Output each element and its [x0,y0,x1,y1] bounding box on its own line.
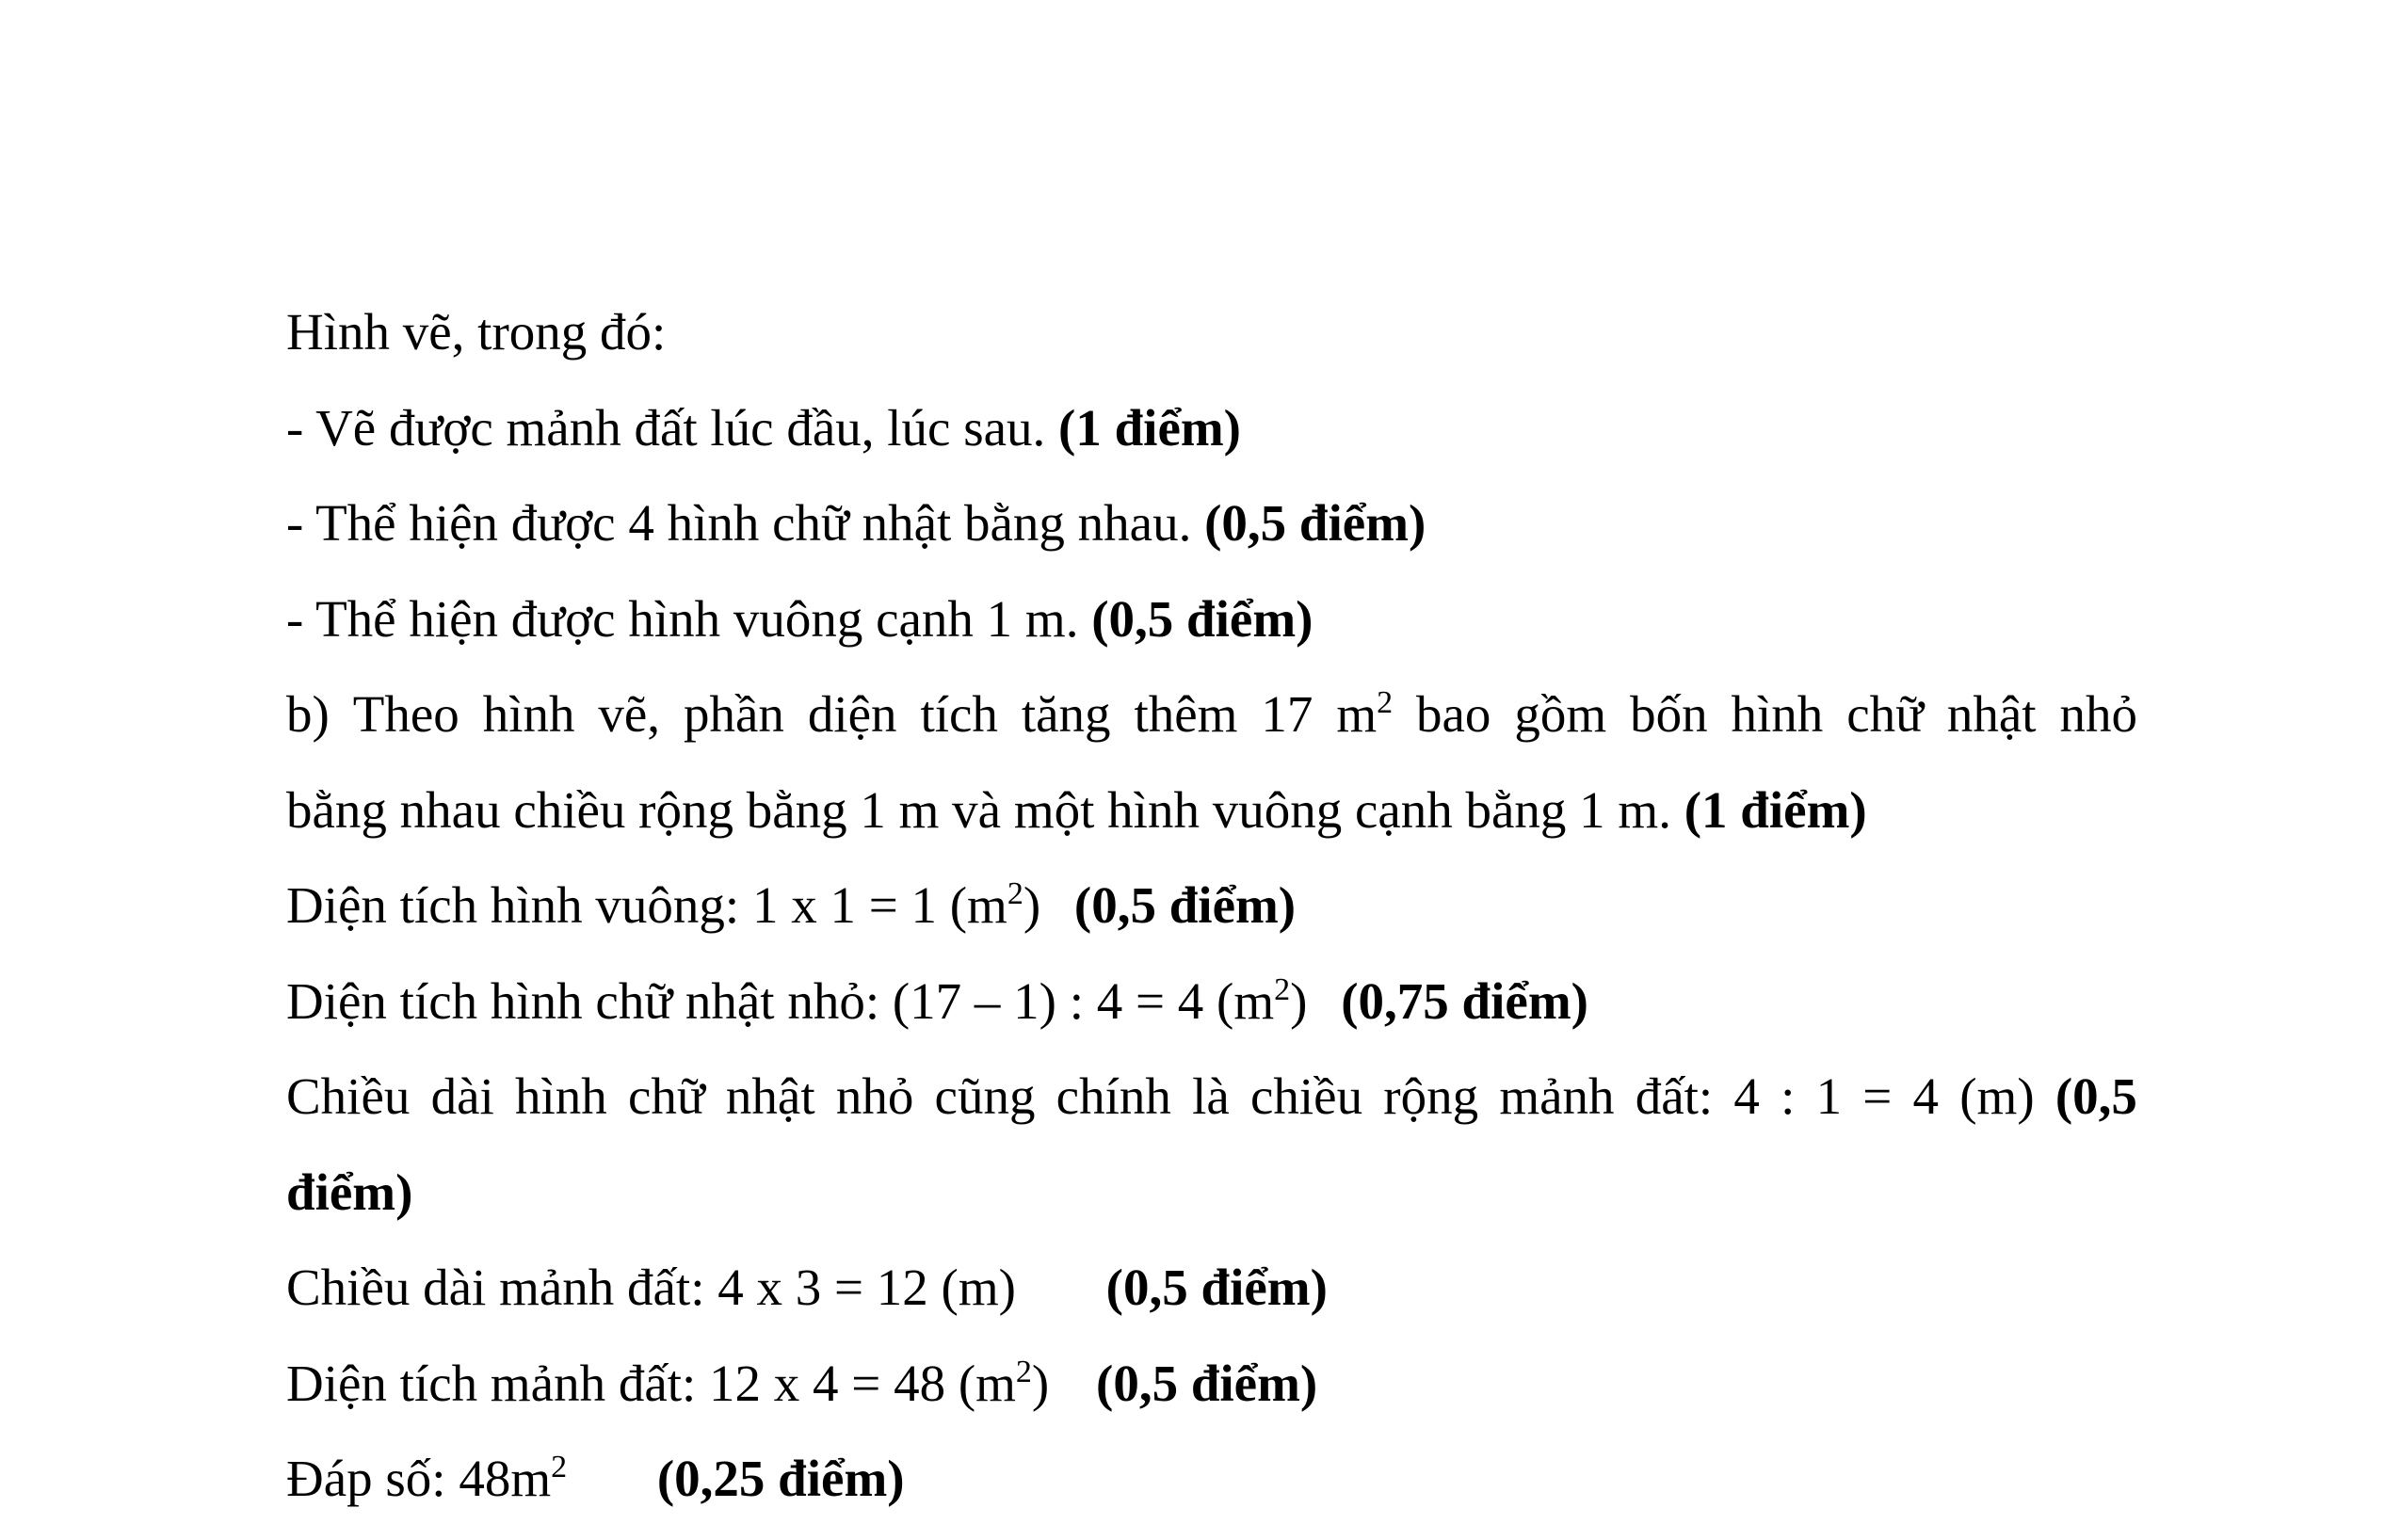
length-word: cũng [934,1067,1036,1125]
length-word: 4 [1733,1067,1760,1125]
b-word: hình [482,685,575,743]
line-final-answer [286,1431,2137,1527]
b-word: bao [1416,685,1491,743]
b-word: Theo [352,685,459,743]
line-b-explanation [286,666,2137,762]
length-word: : [1781,1067,1796,1125]
length-word: = [1862,1067,1893,1125]
land-length-score: (0,5 điểm) [1105,1259,1328,1316]
draw-land-text: - Vẽ được mảnh đất lúc đầu, lúc sau. [286,398,1046,457]
land-area-score: (0,5 điểm) [1096,1354,1318,1412]
line-draw-land [286,380,2137,476]
line-small-rect-length-score-cont [286,1145,2137,1241]
b-continued-text: bằng nhau chiều rộng bằng 1 m và một hình vuông cạnh bằng 1 m. [286,780,1671,839]
b-word: gồm [1514,685,1607,743]
length-word: nhỏ [835,1067,914,1125]
length-word: 4 [1912,1067,1940,1125]
b-word: thêm [1134,685,1238,743]
b-word: tích [920,685,998,743]
square-area-text: Diện tích hình vuông: 1 x 1 = 1 (m [286,876,1007,934]
line-square-area [286,858,2137,954]
b-word: b) [286,685,330,743]
length-word: mảnh [1499,1067,1615,1125]
length-word: Chiều [286,1067,411,1125]
line-small-rect-length [286,1049,2137,1145]
line-small-rect-area [286,954,2137,1050]
length-word: chính [1055,1067,1171,1125]
land-area-text: Diện tích mảnh đất: 12 x 4 = 48 (m [286,1354,1016,1412]
line-square [286,571,2137,667]
b-word: nhật [1946,685,2037,743]
square-area-close: ) [1023,876,1041,934]
small-rect-area-score: (0,75 điểm) [1341,971,1588,1030]
length-word: là [1192,1067,1230,1125]
length-word: chữ [627,1067,705,1125]
intro-text: Hình vẽ, trong đó: [286,303,667,361]
b-word: nhỏ [2059,685,2137,743]
length-word: dài [430,1067,494,1125]
line-intro [286,284,2137,380]
b-word: bốn [1630,685,1708,743]
land-area-sup: 2 [1015,1354,1032,1389]
small-rect-area-sup: 2 [1274,971,1291,1007]
square-area-sup: 2 [1007,876,1023,911]
small-rect-length-score-cont: điểm) [286,1163,413,1221]
land-area-close: ) [1031,1354,1050,1412]
b-unit-sup: 2 [1377,685,1394,720]
b-word: 17 [1261,685,1313,743]
b-word: vẽ, [598,685,661,743]
length-word: rộng [1383,1067,1479,1125]
length-word: 1 [1815,1067,1843,1125]
square-text: - Thể hiện được hình vuông cạnh 1 m. [286,589,1079,648]
b-word: hình [1731,685,1824,743]
final-answer-sup: 2 [551,1450,568,1484]
length-word: hình [515,1067,607,1125]
b-word: tăng [1021,685,1111,743]
land-length-text: Chiều dài mảnh đất: 4 x 3 = 12 (m) [286,1259,1016,1316]
final-answer-score: (0,25 điểm) [656,1450,905,1507]
line-land-area [286,1336,2137,1432]
square-area-score: (0,5 điểm) [1073,876,1297,934]
b-unit-m: m [1336,685,1378,743]
length-word: đất: [1635,1067,1714,1125]
answer-content [286,284,2137,1527]
four-rectangles-score: (0,5 điểm) [1204,494,1426,552]
line-b-continued [286,762,2137,858]
small-rect-area-close: ) [1290,971,1308,1030]
length-word: chiều [1249,1067,1363,1125]
b-continued-score: (1 điểm) [1684,780,1867,839]
length-word: (m) [1959,1067,2035,1125]
b-word: diện [807,685,897,743]
square-score: (0,5 điểm) [1091,589,1313,648]
line-land-length [286,1240,2137,1336]
b-unit [1336,666,1393,770]
final-answer-text: Đáp số: 48m [286,1450,552,1507]
b-word: chữ [1846,685,1924,743]
small-rect-area-text: Diện tích hình chữ nhật nhỏ: (17 – 1) : 4 = 4 (m [286,971,1275,1030]
b-word: phần [683,685,784,743]
four-rectangles-text: - Thể hiện được 4 hình chữ nhật bằng nhau. [286,494,1192,552]
line-four-rectangles [286,475,2137,571]
draw-land-score: (1 điểm) [1058,398,1241,457]
length-word: nhật [725,1067,815,1125]
small-rect-length-score: (0,5 [2055,1067,2137,1125]
